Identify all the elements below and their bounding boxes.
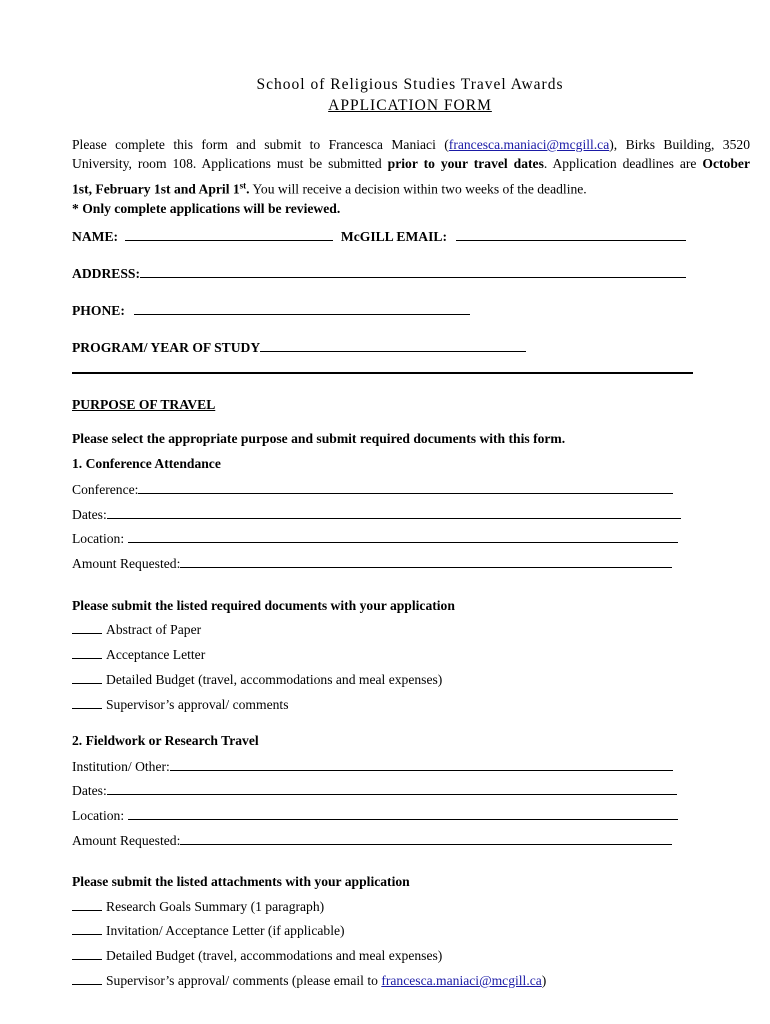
deadline-dot: . xyxy=(246,181,250,197)
conference-location-field[interactable] xyxy=(128,530,678,543)
doc-label: Acceptance Letter xyxy=(106,647,206,662)
doc-label: Abstract of Paper xyxy=(106,622,202,637)
fieldwork-docs-heading: Please submit the listed attachments with your application xyxy=(72,874,410,889)
conference-amount-field[interactable] xyxy=(180,555,672,568)
conference-doc-item xyxy=(72,697,288,713)
intro-text: University, room 108. Applications must be submitted xyxy=(72,156,388,171)
fieldwork-dates-field[interactable] xyxy=(107,782,677,795)
amount-label: Amount Requested: xyxy=(72,833,181,848)
doc-label: Supervisor’s approval/ comments xyxy=(106,697,289,712)
intro-text: ), Birks Building, 3520 xyxy=(609,137,750,152)
conference-heading: 1. Conference Attendance xyxy=(72,456,221,471)
deadline-sup: st xyxy=(239,180,247,190)
doc-label-end: ) xyxy=(541,973,547,988)
purpose-instruction: Please select the appropriate purpose and submit required documents with this form. xyxy=(72,431,566,446)
location-label: Location: xyxy=(72,531,125,546)
conference-field-row xyxy=(72,481,673,498)
program-row xyxy=(72,339,526,356)
checkbox-blank[interactable] xyxy=(72,622,102,634)
form-title: School of Religious Studies Travel Awards xyxy=(256,76,564,93)
name-field[interactable] xyxy=(125,228,333,241)
amount-label: Amount Requested: xyxy=(72,556,181,571)
intro-text: You will receive a decision within two weeks of the deadline. xyxy=(249,181,587,197)
checkbox-blank[interactable] xyxy=(72,948,102,960)
conference-dates-row xyxy=(72,506,681,523)
conference-amount-row xyxy=(72,555,672,572)
conference-doc-item xyxy=(72,622,201,638)
checkbox-blank[interactable] xyxy=(72,899,102,911)
deadline-dates: 1st, February 1st and April 1 xyxy=(72,181,240,197)
fieldwork-dates-row xyxy=(72,782,677,799)
fieldwork-location-field[interactable] xyxy=(128,807,678,820)
dates-label: Dates: xyxy=(72,507,107,522)
purpose-heading: PURPOSE OF TRAVEL xyxy=(72,397,216,412)
form-subtitle: APPLICATION FORM xyxy=(328,97,492,114)
conference-label: Conference: xyxy=(72,482,139,497)
doc-label: Supervisor’s approval/ comments (please email to xyxy=(106,973,382,988)
program-label: PROGRAM/ YEAR OF STUDY xyxy=(72,340,261,355)
dates-label: Dates: xyxy=(72,783,107,798)
intro-bold: October xyxy=(702,156,750,171)
phone-label: PHONE: xyxy=(72,303,125,318)
intro-text: Please complete this form and submit to Francesca Maniaci ( xyxy=(72,137,449,152)
checkbox-blank[interactable] xyxy=(72,647,102,659)
location-label: Location: xyxy=(72,808,125,823)
conference-doc-item xyxy=(72,647,205,663)
institution-label: Institution/ Other: xyxy=(72,759,170,774)
conference-doc-item xyxy=(72,672,442,688)
program-field[interactable] xyxy=(260,339,526,352)
address-field[interactable] xyxy=(140,265,686,278)
doc-label: Detailed Budget (travel, accommodations and meal expenses) xyxy=(106,672,443,687)
doc-label: Research Goals Summary (1 paragraph) xyxy=(106,899,325,914)
intro-bold: prior to your travel dates xyxy=(387,156,544,171)
name-label: NAME: xyxy=(72,229,119,244)
doc-label: Detailed Budget (travel, accommodations and meal expenses) xyxy=(106,948,443,963)
fieldwork-location-row xyxy=(72,807,678,824)
intro-paragraph xyxy=(72,135,750,218)
conference-docs-heading: Please submit the listed required documents with your application xyxy=(72,598,455,613)
fieldwork-heading: 2. Fieldwork or Research Travel xyxy=(72,733,259,748)
name-email-row xyxy=(72,228,686,245)
checkbox-blank[interactable] xyxy=(72,973,102,985)
fieldwork-institution-row xyxy=(72,758,673,775)
email-label: McGILL EMAIL: xyxy=(340,229,447,244)
section-divider xyxy=(72,372,693,374)
fieldwork-doc-item xyxy=(72,948,442,964)
intro-text: . Application deadlines are xyxy=(543,156,703,171)
phone-row xyxy=(72,302,470,319)
checkbox-blank[interactable] xyxy=(72,697,102,709)
fieldwork-doc-item xyxy=(72,923,345,939)
address-row xyxy=(72,265,686,282)
address-label: ADDRESS: xyxy=(72,266,140,281)
contact-email-link[interactable]: francesca.maniaci@mcgill.ca xyxy=(448,137,610,152)
supervisor-email-link[interactable]: francesca.maniaci@mcgill.ca xyxy=(381,973,542,988)
phone-field[interactable] xyxy=(134,302,470,315)
conference-location-row xyxy=(72,530,678,547)
conference-dates-field[interactable] xyxy=(107,506,681,519)
fieldwork-amount-row xyxy=(72,832,672,849)
conference-field[interactable] xyxy=(138,481,673,494)
checkbox-blank[interactable] xyxy=(72,923,102,935)
completion-note: * Only complete applications will be reviewed. xyxy=(72,200,341,216)
email-field[interactable] xyxy=(456,228,686,241)
fieldwork-amount-field[interactable] xyxy=(180,832,672,845)
fieldwork-institution-field[interactable] xyxy=(170,758,673,771)
checkbox-blank[interactable] xyxy=(72,672,102,684)
fieldwork-doc-item xyxy=(72,899,324,915)
fieldwork-doc-item xyxy=(72,973,546,989)
doc-label: Invitation/ Acceptance Letter (if applicable) xyxy=(106,923,345,938)
